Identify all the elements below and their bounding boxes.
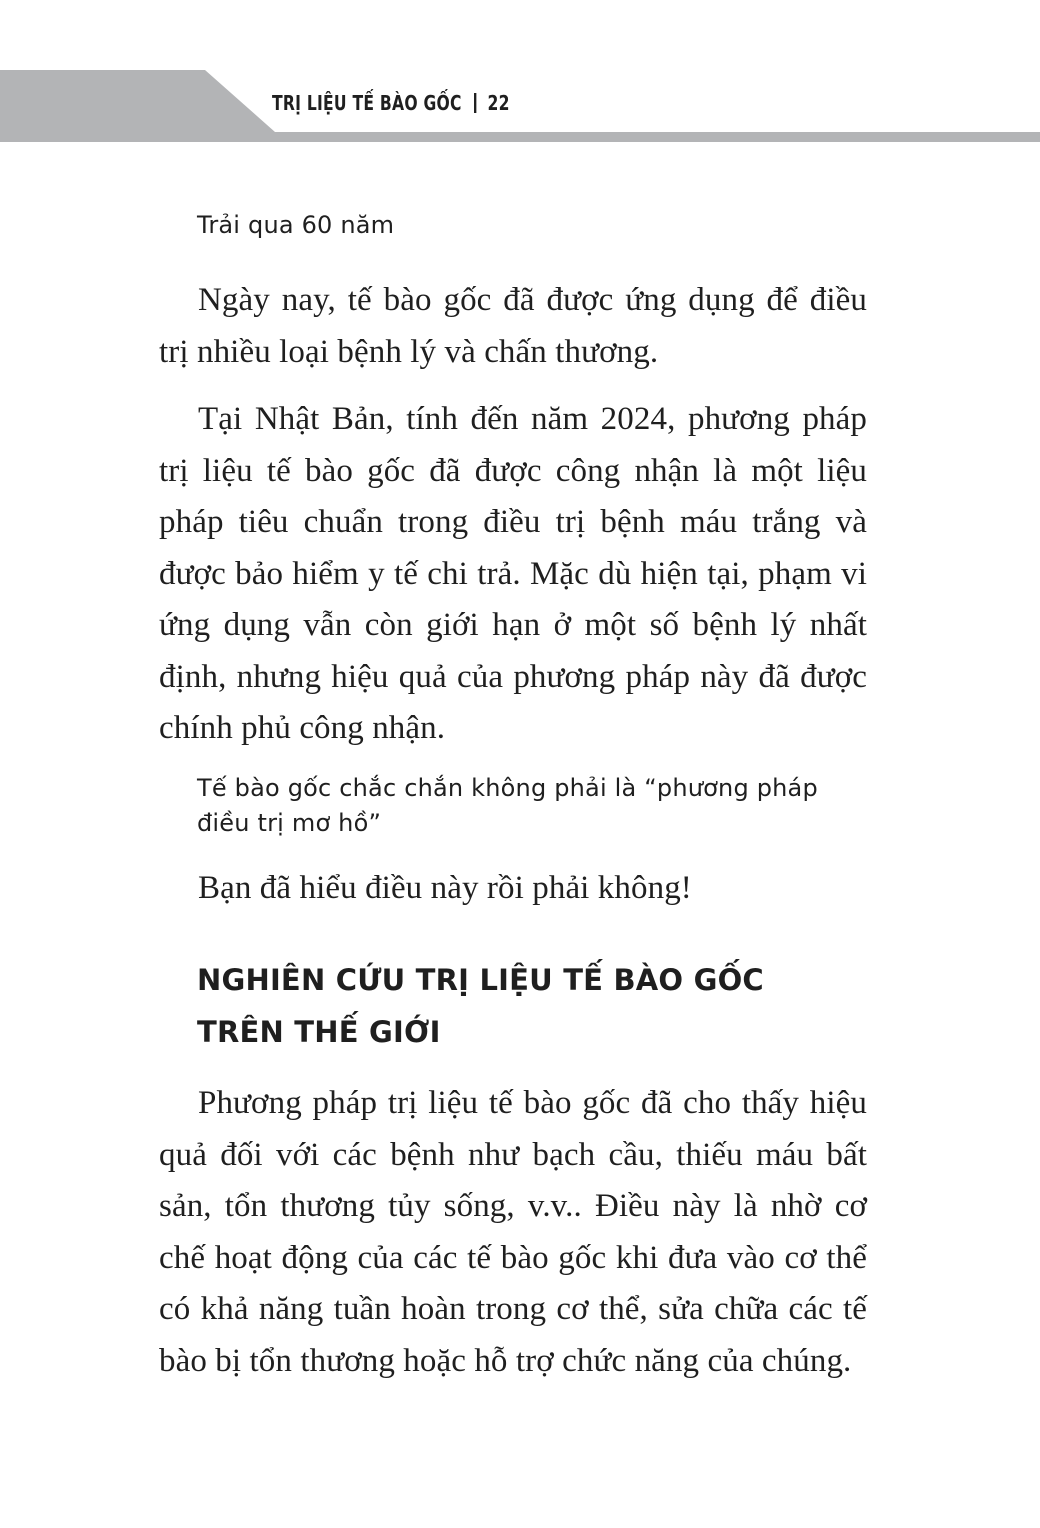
paragraph-understood: Bạn đã hiểu điều này rồi phải không! <box>198 869 692 906</box>
running-head-title: TRỊ LIỆU TẾ BÀO GỐC <box>272 91 462 115</box>
paragraph-effectiveness: Phương pháp trị liệu tế bào gốc đã cho thấy hiệu quả đối với các bệnh như bạch cầu, thiếu máu bất sản, tổn thương tủy sống, v.v.. Điều này là nhờ cơ chế hoạt động của các tế bào gốc khi đưa vào cơ thể có khả năng tuần hoàn trong cơ thể, sửa chữa các tế bào bị tổn thương hoặc hỗ trợ chức năng của chúng. <box>159 1085 867 1379</box>
subhead-not-vague: Tế bào gốc chắc chắn không phải là “phương pháp điều trị mơ hồ” <box>197 773 818 837</box>
subhead-sixty-years: Trải qua 60 năm <box>197 211 395 239</box>
running-head-separator <box>474 93 476 113</box>
page-number: 22 <box>487 91 510 115</box>
running-head-text <box>272 86 510 120</box>
running-header <box>0 0 1040 142</box>
header-band-shape <box>0 0 1040 142</box>
paragraph-japan: Tại Nhật Bản, tính đến năm 2024, phương pháp trị liệu tế bào gốc đã được công nhận là một liệu pháp tiêu chuẩn trong điều trị bệnh máu trắng và được bảo hiểm y tế chi trả. Mặc dù hiện tại, phạm vi ứng dụng vẫn còn giới hạn ở một số bệnh lý nhất định, nhưng hiệu quả của phương pháp này đã được chính phủ công nhận. <box>159 401 867 746</box>
section-title-world-research: NGHIÊN CỨU TRỊ LIỆU TẾ BÀO GỐC TRÊN THẾ GIỚI <box>197 963 764 1049</box>
paragraph-today: Ngày nay, tế bào gốc đã được ứng dụng để điều trị nhiều loại bệnh lý và chấn thương. <box>159 282 867 370</box>
page-body <box>159 200 867 1387</box>
